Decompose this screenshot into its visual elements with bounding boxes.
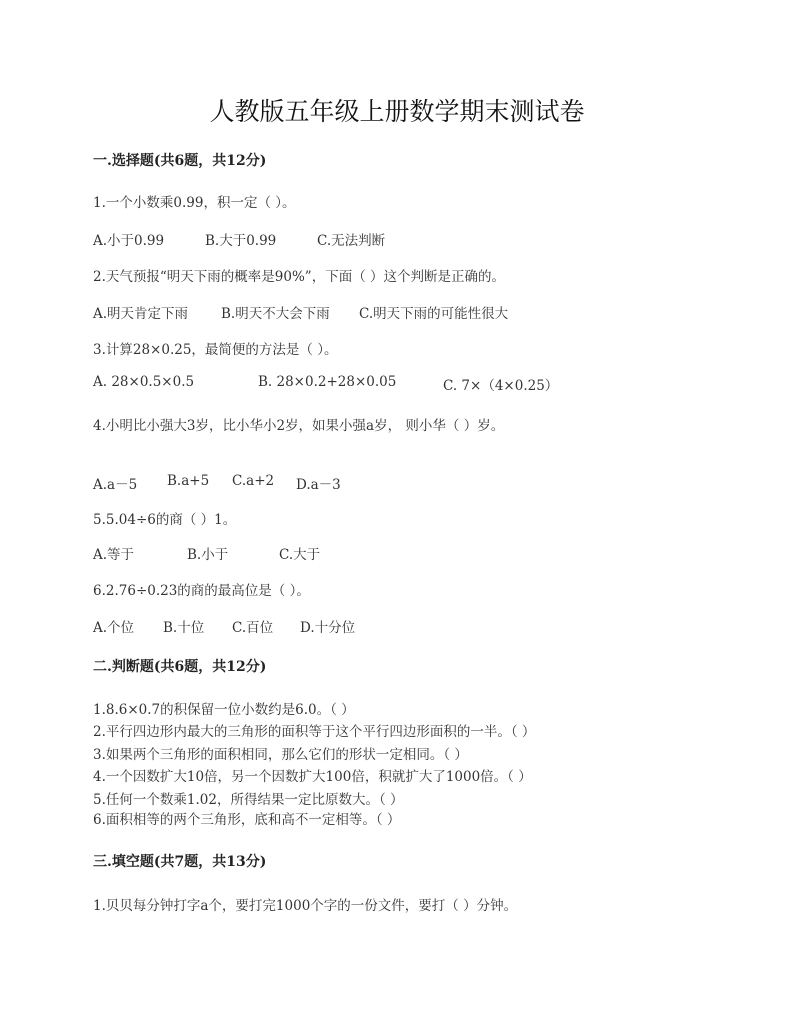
question-option: A.等于: [93, 547, 135, 563]
question-text: 1.一个小数乘0.99，积一定（ ）。: [93, 195, 296, 211]
question-option: C.无法判断: [317, 233, 386, 249]
question-text: 2.平行四边形内最大的三角形的面积等于这个平行四边形面积的一半。（ ）: [93, 724, 536, 740]
question-text: 6.2.76÷0.23的商的最高位是（ ）。: [93, 583, 310, 599]
exam-title: 人教版五年级上册数学期末测试卷: [209, 97, 585, 126]
question-option: B.明天不大会下雨: [221, 306, 330, 322]
question-option: A.小于0.99: [93, 233, 165, 249]
section-heading-fill: 三.填空题(共7题，共13分): [93, 854, 267, 870]
question-option: C.a+2: [232, 473, 275, 489]
section-heading-choice: 一.选择题(共6题，共12分): [93, 153, 267, 169]
question-option: B.十位: [163, 620, 205, 636]
question-text: 5.5.04÷6的商（ ）1。: [93, 512, 237, 528]
question-option: B.大于0.99: [205, 233, 277, 249]
question-option: D.十分位: [300, 620, 356, 636]
question-text: 6.面积相等的两个三角形，底和高不一定相等。（ ）: [93, 812, 401, 828]
question-option: A.明天肯定下雨: [93, 306, 189, 322]
question-option: C. 7×（4×0.25）: [443, 378, 559, 394]
question-option: C.大于: [279, 547, 321, 563]
question-option: B. 28×0.2+28×0.05: [258, 374, 397, 390]
question-text: 4.一个因数扩大10倍，另一个因数扩大100倍，积就扩大了1000倍。（ ）: [93, 769, 532, 785]
question-option: B.小于: [187, 547, 229, 563]
question-text: 4.小明比小强大3岁，比小华小2岁，如果小强a岁， 则小华（ ）岁。: [93, 418, 505, 434]
question-text: 1.贝贝每分钟打字a个，要打完1000个字的一份文件，要打（ ）分钟。: [93, 898, 518, 914]
question-option: A. 28×0.5×0.5: [93, 374, 195, 390]
question-text: 1.8.6×0.7的积保留一位小数约是6.0。（ ）: [93, 702, 355, 718]
question-option: C.明天下雨的可能性很大: [359, 306, 509, 322]
question-option: A.a－5: [93, 477, 138, 493]
question-text: 2.天气预报“明天下雨的概率是90%”，下面（ ）这个判断是正确的。: [93, 269, 505, 285]
question-text: 3.计算28×0.25，最简便的方法是（ ）。: [93, 342, 338, 358]
question-option: D.a－3: [296, 477, 341, 493]
question-text: 3.如果两个三角形的面积相同，那么它们的形状一定相同。（ ）: [93, 747, 468, 763]
section-heading-judgment: 二.判断题(共6题，共12分): [93, 659, 267, 675]
question-option: C.百位: [232, 620, 274, 636]
question-option: B.a+5: [167, 473, 210, 489]
question-option: A.个位: [93, 620, 135, 636]
question-text: 5.任何一个数乘1.02，所得结果一定比原数大。（ ）: [93, 792, 404, 808]
